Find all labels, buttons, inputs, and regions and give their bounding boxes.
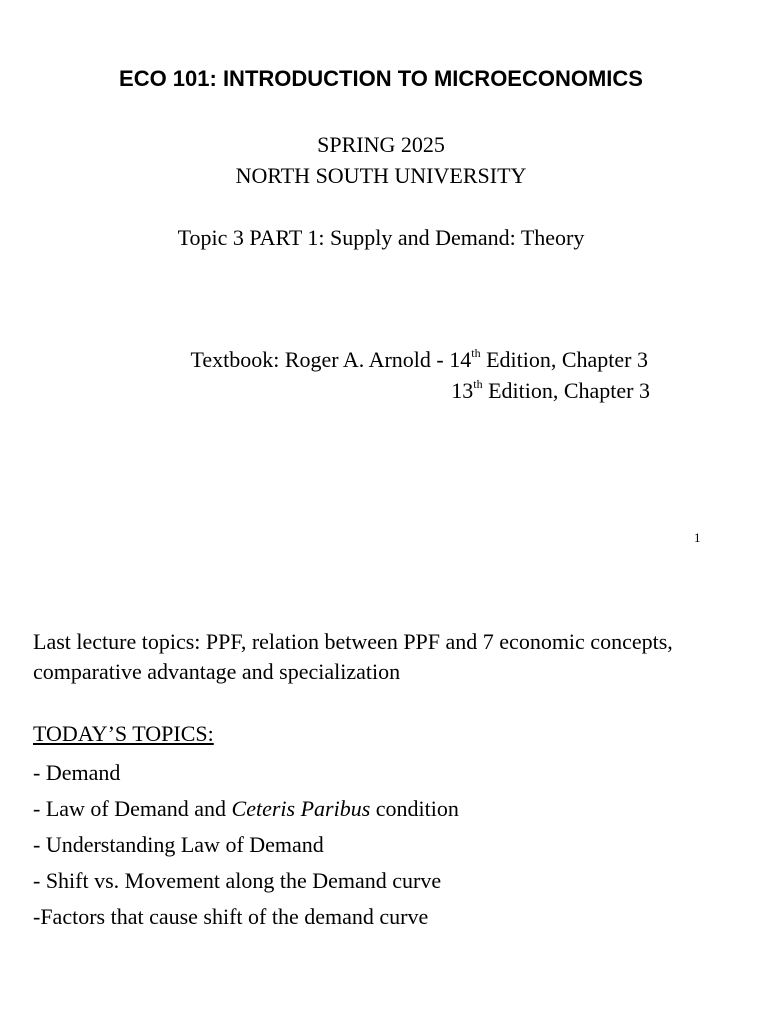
list-item: - Understanding Law of Demand [33, 832, 324, 857]
list-item [33, 791, 459, 827]
todays-topics-list [33, 755, 459, 935]
list-item: -Factors that cause shift of the demand curve [33, 904, 429, 929]
todays-topics-heading: TODAY’S TOPICS: [33, 721, 214, 746]
university-label: NORTH SOUTH UNIVERSITY [235, 163, 527, 188]
list-item: - Shift vs. Movement along the Demand curve [33, 868, 442, 893]
textbook-line-2-ordinal: th [473, 376, 483, 391]
textbook-line-1-prefix: Textbook: Roger A. Arnold - 14 [190, 347, 472, 372]
textbook-line-2 [451, 376, 650, 406]
textbook-line-2-prefix: 13 [451, 378, 474, 403]
page-number: 1 [694, 530, 701, 545]
textbook-line-1 [190, 345, 648, 375]
last-lecture-topics: Last lecture topics: PPF, relation between PPF and 7 economic concepts, comparative advantage and specialization [33, 629, 673, 684]
law-prefix: - Law of Demand and [33, 796, 232, 821]
topic-label: Topic 3 PART 1: Supply and Demand: Theory [177, 225, 585, 250]
ceteris-paribus-text: Ceteris Paribus [231, 796, 371, 821]
textbook-line-2-suffix: Edition, Chapter 3 [482, 378, 650, 403]
list-item: - Demand [33, 760, 121, 785]
term-label: SPRING 2025 [317, 132, 445, 157]
textbook-line-1-ordinal: th [471, 345, 481, 360]
textbook-line-1-suffix: Edition, Chapter 3 [480, 347, 648, 372]
slide-title: ECO 101: INTRODUCTION TO MICROECONOMICS [119, 66, 643, 91]
law-suffix: condition [370, 796, 459, 821]
